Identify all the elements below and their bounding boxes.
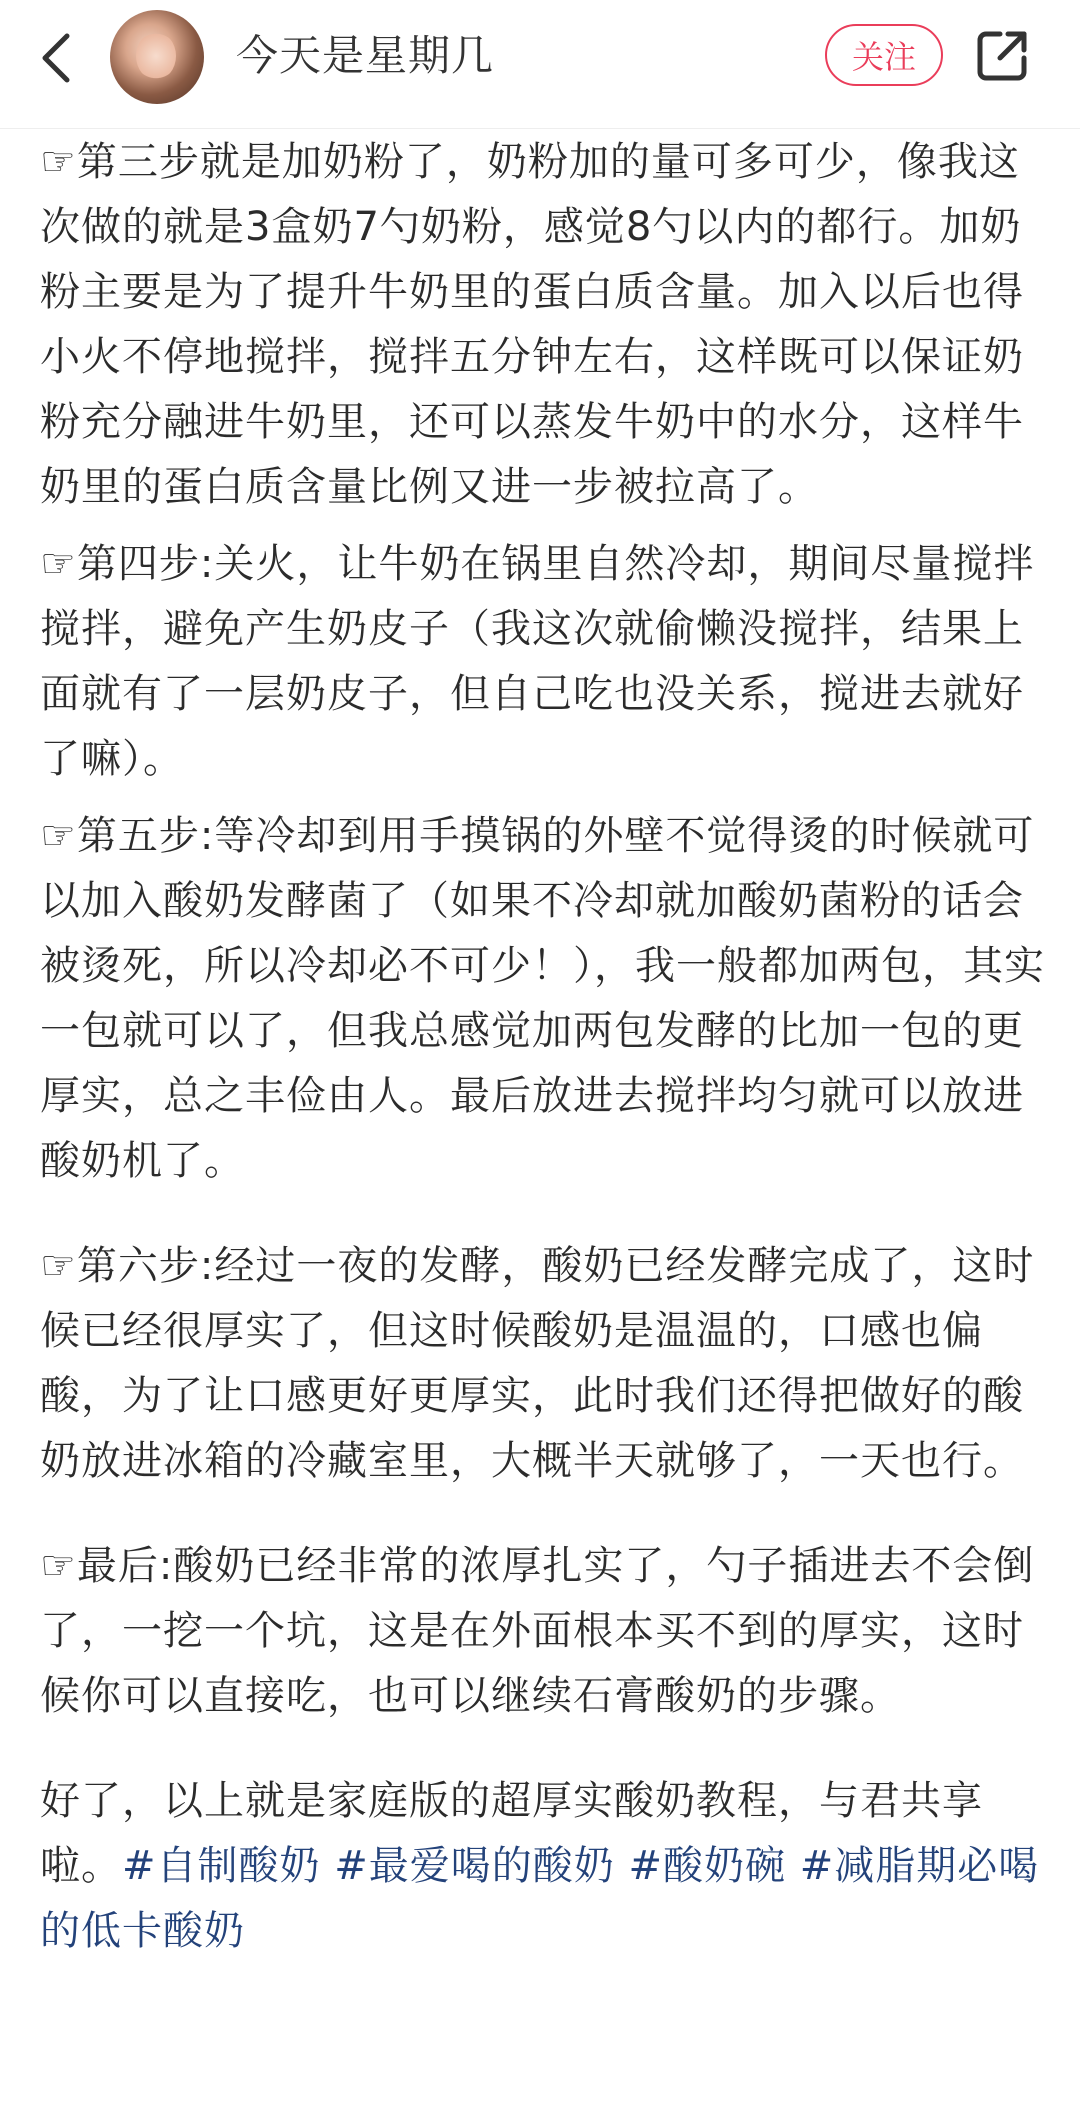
step-6-paragraph: ☞第六步:经过一夜的发酵，酸奶已经发酵完成了，这时候已经很厚实了，但这时候酸奶是温温的，口感也偏酸，为了让口感更好更厚实，此时我们还得把做好的酸奶放进冰箱的冷藏室里，大概半天就够了，一天也行。 [40, 1243, 1035, 1484]
final-step-paragraph: ☞最后:酸奶已经非常的浓厚扎实了，勺子插进去不会倒了，一挖一个坑，这是在外面根本买不到的厚实，这时候你可以直接吃，也可以继续石膏酸奶的步骤。 [40, 1543, 1035, 1719]
hashtag-link[interactable]: #自制酸奶 [122, 1843, 321, 1889]
post-body [40, 130, 1050, 1964]
step-4-paragraph: ☞第四步:关火，让牛奶在锅里自然冷却，期间尽量搅拌搅拌，避免产生奶皮子（我这次就偷懒没搅拌，结果上面就有了一层奶皮子，但自己吃也没关系，搅进去就好了嘛）。 [40, 541, 1035, 782]
share-icon [976, 28, 1030, 82]
step-5-paragraph: ☞第五步:等冷却到用手摸锅的外壁不觉得烫的时候就可以加入酸奶发酵菌了（如果不冷却就加酸奶菌粉的话会被烫死，所以冷却必不可少！），我一般都加两包，其实一包就可以了，但我总感觉加两包发酵的比加一包的更厚实，总之丰俭由人。最后放进去搅拌均匀就可以放进酸奶机了。 [40, 813, 1045, 1184]
step-3-paragraph: ☞第三步就是加奶粉了，奶粉加的量可多可少，像我这次做的就是3盒奶7勺奶粉，感觉8勺以内的都行。加奶粉主要是为了提升牛奶里的蛋白质含量。加入以后也得小火不停地搅拌，搅拌五分钟左右，这样既可以保证奶粉充分融进牛奶里，还可以蒸发牛奶中的水分，这样牛奶里的蛋白质含量比例又进一步被拉高了。 [40, 139, 1024, 510]
share-button[interactable] [974, 26, 1032, 84]
post-header [0, 0, 1080, 129]
hashtag-link[interactable]: #酸奶碗 [628, 1843, 786, 1889]
back-button[interactable] [28, 22, 84, 94]
avatar[interactable] [110, 10, 204, 104]
author-name[interactable]: 今天是星期几 [236, 31, 495, 80]
follow-button[interactable]: 关注 [825, 24, 943, 86]
hashtag-link[interactable]: #最爱喝的酸奶 [334, 1843, 615, 1889]
chevron-left-icon [39, 32, 73, 84]
closing-paragraph [40, 1769, 1050, 1964]
hashtag-link[interactable]: #减脂期必喝的低卡酸奶 [40, 1843, 1040, 1954]
closing-text: 好了，以上就是家庭版的超厚实酸奶教程，与君共享啦。 [40, 1778, 983, 1889]
